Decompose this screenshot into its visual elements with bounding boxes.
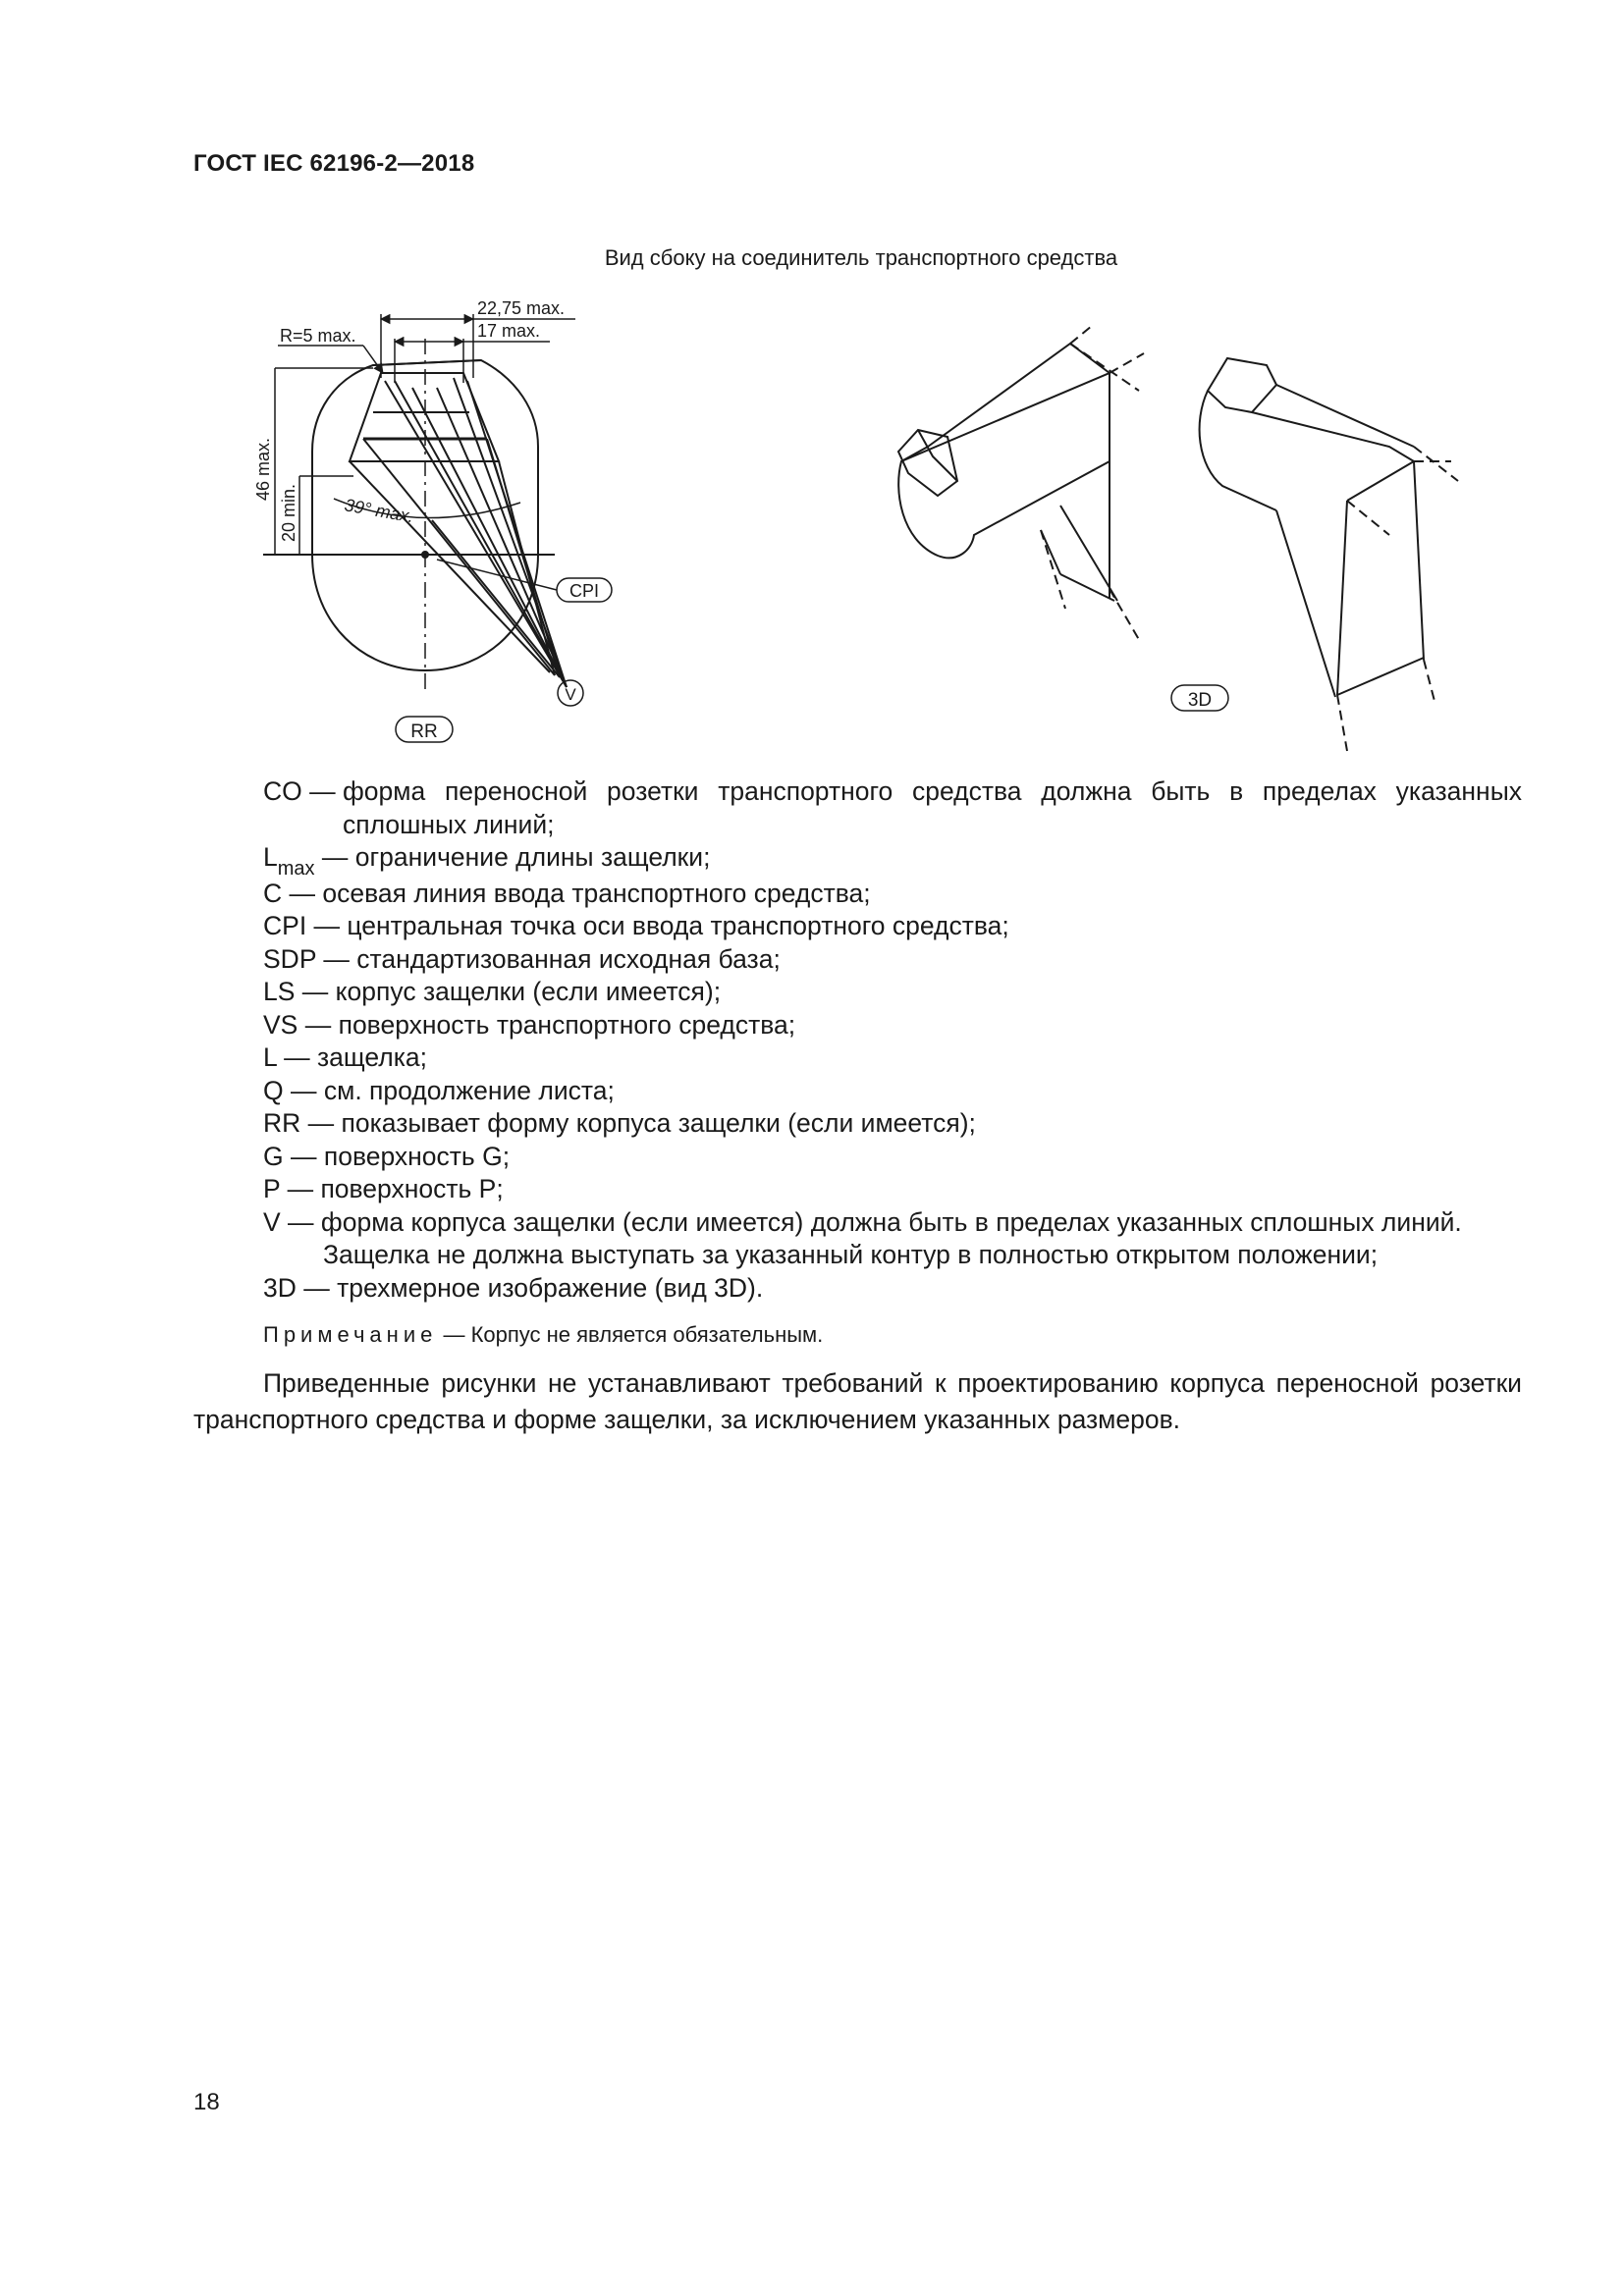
legend-item [263, 1141, 1522, 1174]
legend-item [263, 1173, 1522, 1206]
legend-text: центральная точка оси ввода транспортного средства; [347, 911, 1009, 940]
cpi-point [422, 552, 428, 558]
top-edge [373, 360, 481, 365]
three-d-view-2 [1200, 358, 1458, 751]
note [263, 1322, 823, 1348]
legend-text: трехмерное изображение (вид 3D). [337, 1272, 764, 1303]
legend-text: показывает форму корпуса защелки (если имеется); [341, 1108, 976, 1138]
legend-item [263, 1041, 1522, 1075]
legend-key: G — [263, 1141, 324, 1171]
legend-text: защелка; [317, 1042, 427, 1072]
dim-height-total: 46 max. [253, 437, 273, 501]
legend-key: P — [263, 1174, 321, 1203]
legend-item [263, 1206, 1522, 1240]
body-paragraph: Приведенные рисунки не устанавливают требований к проектированию корпуса переносной розетки транспортного средства и форме защелки, за исключением указанных размеров. [193, 1368, 1522, 1434]
legend-item [263, 943, 1522, 977]
front-view-drawing [263, 314, 575, 692]
legend-key: CPI — [263, 911, 348, 940]
legend-key: 3D — [263, 1272, 338, 1303]
legend-key: Q — [263, 1075, 324, 1105]
legend-text: ограничение длины защелки; [354, 842, 711, 872]
legend-item [263, 1075, 1522, 1108]
dim-radius: R=5 max. [280, 326, 356, 346]
v-label: V [565, 685, 576, 704]
legend-item [263, 910, 1522, 943]
dim-height-min: 20 min. [279, 483, 298, 542]
legend-key: L — [263, 1042, 317, 1072]
note-separator: — [437, 1322, 471, 1347]
legend-text: поверхность P; [320, 1174, 504, 1203]
three-d-view-1 [898, 326, 1144, 643]
legend-text: форма корпуса защелки (если имеется) должна быть в пределах указанных сплошных линий. [320, 1206, 1462, 1237]
legend-text: корпус защелки (если имеется); [335, 977, 722, 1006]
legend-key: $L_{max}$ — [263, 842, 355, 880]
legend-text: см. продолжение листа; [323, 1075, 615, 1105]
three-d-label: 3D [1187, 690, 1213, 711]
legend-text: осевая линия ввода транспортного средства; [322, 878, 871, 908]
legend-key: VS — [263, 1009, 339, 1040]
legend-text: форма переносной розетки транспортного средства должна быть в пределах указанных сплошных линий; [342, 776, 1522, 839]
cpi-label: CPI [568, 581, 600, 601]
legend-item [263, 841, 1522, 878]
legend-text: поверхность транспортного средства; [338, 1009, 796, 1040]
figure-drawing [0, 0, 1624, 766]
legend [263, 775, 1522, 1305]
figure-caption: Вид сбоку на соединитель транспортного средства [604, 245, 1118, 270]
legend-item [263, 976, 1522, 1009]
legend-item [263, 878, 1522, 911]
legend-item [263, 1272, 1522, 1306]
legend-key: RR — [263, 1108, 342, 1138]
page-number: 18 [193, 2089, 220, 2115]
legend-key: CO — [263, 776, 343, 806]
legend-text: поверхность G; [323, 1141, 511, 1171]
note-text: Корпус не является обязательным. [470, 1322, 824, 1347]
rr-label: RR [410, 721, 438, 742]
legend-item [263, 1107, 1522, 1141]
legend-key: C — [263, 878, 323, 908]
dim-width-outer: 22,75 max. [477, 298, 566, 318]
legend-continuation: Защелка не должна выступать за указанный контур в полностью открытом положении; [323, 1240, 1379, 1269]
legend-text: стандартизованная исходная база; [356, 943, 781, 974]
document-header: ГОСТ IEC 62196-2—2018 [193, 150, 475, 177]
legend-key: LS — [263, 977, 336, 1006]
label-bubbles [396, 560, 1228, 742]
dim-angle: 39° max. [343, 495, 415, 527]
legend-item [263, 1009, 1522, 1042]
dim-width-inner: 17 max. [477, 321, 541, 341]
note-label: Примечание [263, 1322, 438, 1347]
legend-item [263, 775, 1522, 841]
legend-key: SDP — [263, 943, 357, 974]
legend-key: V — [263, 1206, 321, 1237]
